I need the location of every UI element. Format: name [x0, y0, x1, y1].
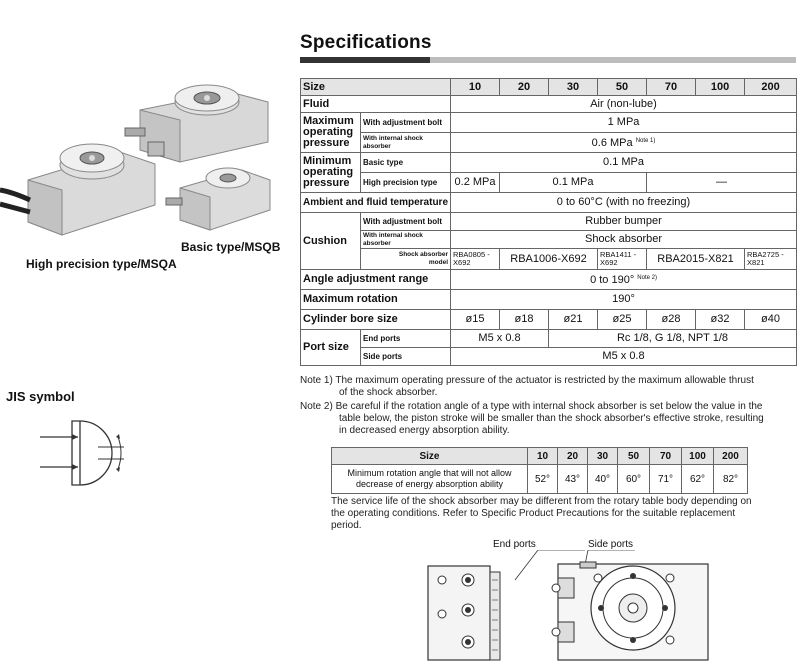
port-location-diagram [420, 550, 720, 662]
mini-size-cell: 70 [650, 448, 682, 465]
end-ports-value: Rc 1/8, G 1/8, NPT 1/8 [549, 330, 797, 348]
table-row [301, 96, 797, 113]
table-row [301, 290, 797, 310]
max-rotation-label: Maximum rotation [301, 290, 451, 310]
bore-cell: ø28 [647, 310, 696, 330]
model-cell: RBA1411 -X692 [598, 249, 647, 270]
page-title: Specifications [300, 32, 432, 53]
note-1-line: Note 1) The maximum operating pressure of the actuator is restricted by the maximum allowable thrust [300, 375, 754, 386]
min-hp-value: — [647, 173, 797, 193]
min-rotation-angle-table [331, 447, 748, 494]
table-row [301, 231, 797, 249]
end-ports-value: M5 x 0.8 [451, 330, 549, 348]
fluid-value: Air (non-lube) [451, 96, 797, 113]
cushion-shock-value: Shock absorber [451, 231, 797, 249]
jis-symbol-icon [34, 415, 134, 491]
table-row [301, 113, 797, 133]
note1-mark: Note 1) [635, 138, 656, 144]
angle-label: Angle adjustment range [301, 270, 451, 290]
mini-size-cell: 200 [714, 448, 748, 465]
mini-size-cell: 10 [528, 448, 558, 465]
size-header: Size [301, 79, 451, 96]
model-cell: RBA2015-X821 [647, 249, 745, 270]
high-precision-type-label: High precision type/MSQA [26, 257, 177, 271]
max-shock-value: 0.6 MPa $^{Note 1)}$ [451, 133, 797, 153]
with-shock-absorber-label: With internal shock absorber [361, 133, 451, 153]
note-2-line: in decreased energy absorption ability. [339, 425, 510, 436]
table-row [301, 310, 797, 330]
mini-size-header: Size [332, 448, 528, 465]
size-cell: 50 [598, 79, 647, 96]
bore-cell: ø18 [500, 310, 549, 330]
min-pressure-label: Minimum operating pressure [301, 153, 361, 193]
table-row [301, 153, 797, 173]
max-adj-value: 1 MPa [451, 113, 797, 133]
table-row [332, 448, 748, 465]
table-row [301, 193, 797, 213]
bore-cell: ø15 [451, 310, 500, 330]
mini-size-cell: 100 [682, 448, 714, 465]
table-row [301, 133, 797, 153]
table-row [301, 213, 797, 231]
small-unit-illustration [166, 168, 270, 230]
mini-angle-cell: 43° [558, 465, 588, 494]
size-cell: 70 [647, 79, 696, 96]
jis-symbol-label: JIS symbol [6, 389, 75, 404]
table-row [301, 173, 797, 193]
mini-size-cell: 50 [618, 448, 650, 465]
size-cell: 100 [696, 79, 745, 96]
specifications-table [300, 78, 797, 366]
with-shock-absorber-label: With internal shock absorber [361, 231, 451, 249]
with-adjustment-bolt-label: With adjustment bolt [361, 213, 451, 231]
msqa-unit-illustration [0, 144, 155, 235]
note2-mark: Note 2) [637, 275, 657, 281]
ambient-label: Ambient and fluid temperature [301, 193, 451, 213]
cushion-adj-value: Rubber bumper [451, 213, 797, 231]
size-cell: 30 [549, 79, 598, 96]
msqb-unit-illustration [125, 85, 268, 162]
shock-absorber-model-label: Shock absorber model [361, 249, 451, 270]
basic-type-row-label: Basic type [361, 153, 451, 173]
mini-angle-cell: 60° [618, 465, 650, 494]
max-rotation-value: 190° [451, 290, 797, 310]
bore-label: Cylinder bore size [301, 310, 451, 330]
mini-row-label: Minimum rotation angle that will not allow decrease of energy absorption ability [332, 465, 528, 494]
mini-angle-cell: 40° [588, 465, 618, 494]
mini-angle-cell: 82° [714, 465, 748, 494]
bore-cell: ø25 [598, 310, 647, 330]
service-life-note: The service life of the shock absorber may be different from the rotary table body depending on the operating conditions. Refer to Specific Product Precautions for the suitable replacement period. [331, 496, 752, 531]
model-cell: RBA1006-X692 [500, 249, 598, 270]
port-size-label: Port size [301, 330, 361, 366]
note-2-line: Note 2) Be careful if the rotation angle of a type with internal shock absorber is set below the value in the [300, 401, 763, 412]
min-basic-value: 0.1 MPa [451, 153, 797, 173]
note-2-line: table below, the piston stroke will be smaller than the shock absorber's effective stroke, resulting [339, 413, 764, 424]
bore-cell: ø32 [696, 310, 745, 330]
angle-value: 0 to 190° $^{Note 2)}$ [451, 270, 797, 290]
basic-type-label: Basic type/MSQB [181, 240, 281, 254]
mini-size-cell: 20 [558, 448, 588, 465]
ambient-value: 0 to 60°C (with no freezing) [451, 193, 797, 213]
mini-angle-cell: 71° [650, 465, 682, 494]
size-cell: 20 [500, 79, 549, 96]
end-ports-label: End ports [361, 330, 451, 348]
side-ports-value: M5 x 0.8 [451, 348, 797, 366]
table-row [301, 348, 797, 366]
table-row [301, 270, 797, 290]
title-underline [300, 57, 796, 63]
bore-cell: ø21 [549, 310, 598, 330]
table-row [332, 465, 748, 494]
mini-size-cell: 30 [588, 448, 618, 465]
with-adjustment-bolt-label: With adjustment bolt [361, 113, 451, 133]
high-precision-row-label: High precision type [361, 173, 451, 193]
cushion-label: Cushion [301, 213, 361, 270]
min-hp-value: 0.2 MPa [451, 173, 500, 193]
note-1-line: of the shock absorber. [339, 387, 438, 398]
fluid-label: Fluid [301, 96, 451, 113]
table-row [301, 249, 797, 270]
bore-cell: ø40 [745, 310, 797, 330]
side-ports-label: Side ports [361, 348, 451, 366]
size-cell: 200 [745, 79, 797, 96]
table-row [301, 79, 797, 96]
model-cell: RBA2725 -X821 [745, 249, 797, 270]
min-hp-value: 0.1 MPa [500, 173, 647, 193]
side-ports-caption: Side ports [588, 539, 634, 550]
end-ports-caption: End ports [493, 539, 536, 550]
mini-angle-cell: 52° [528, 465, 558, 494]
size-cell: 10 [451, 79, 500, 96]
product-photo [0, 80, 280, 250]
model-cell: RBA0805 -X692 [451, 249, 500, 270]
mini-angle-cell: 62° [682, 465, 714, 494]
table-row [301, 330, 797, 348]
max-pressure-label: Maximum operating pressure [301, 113, 361, 153]
